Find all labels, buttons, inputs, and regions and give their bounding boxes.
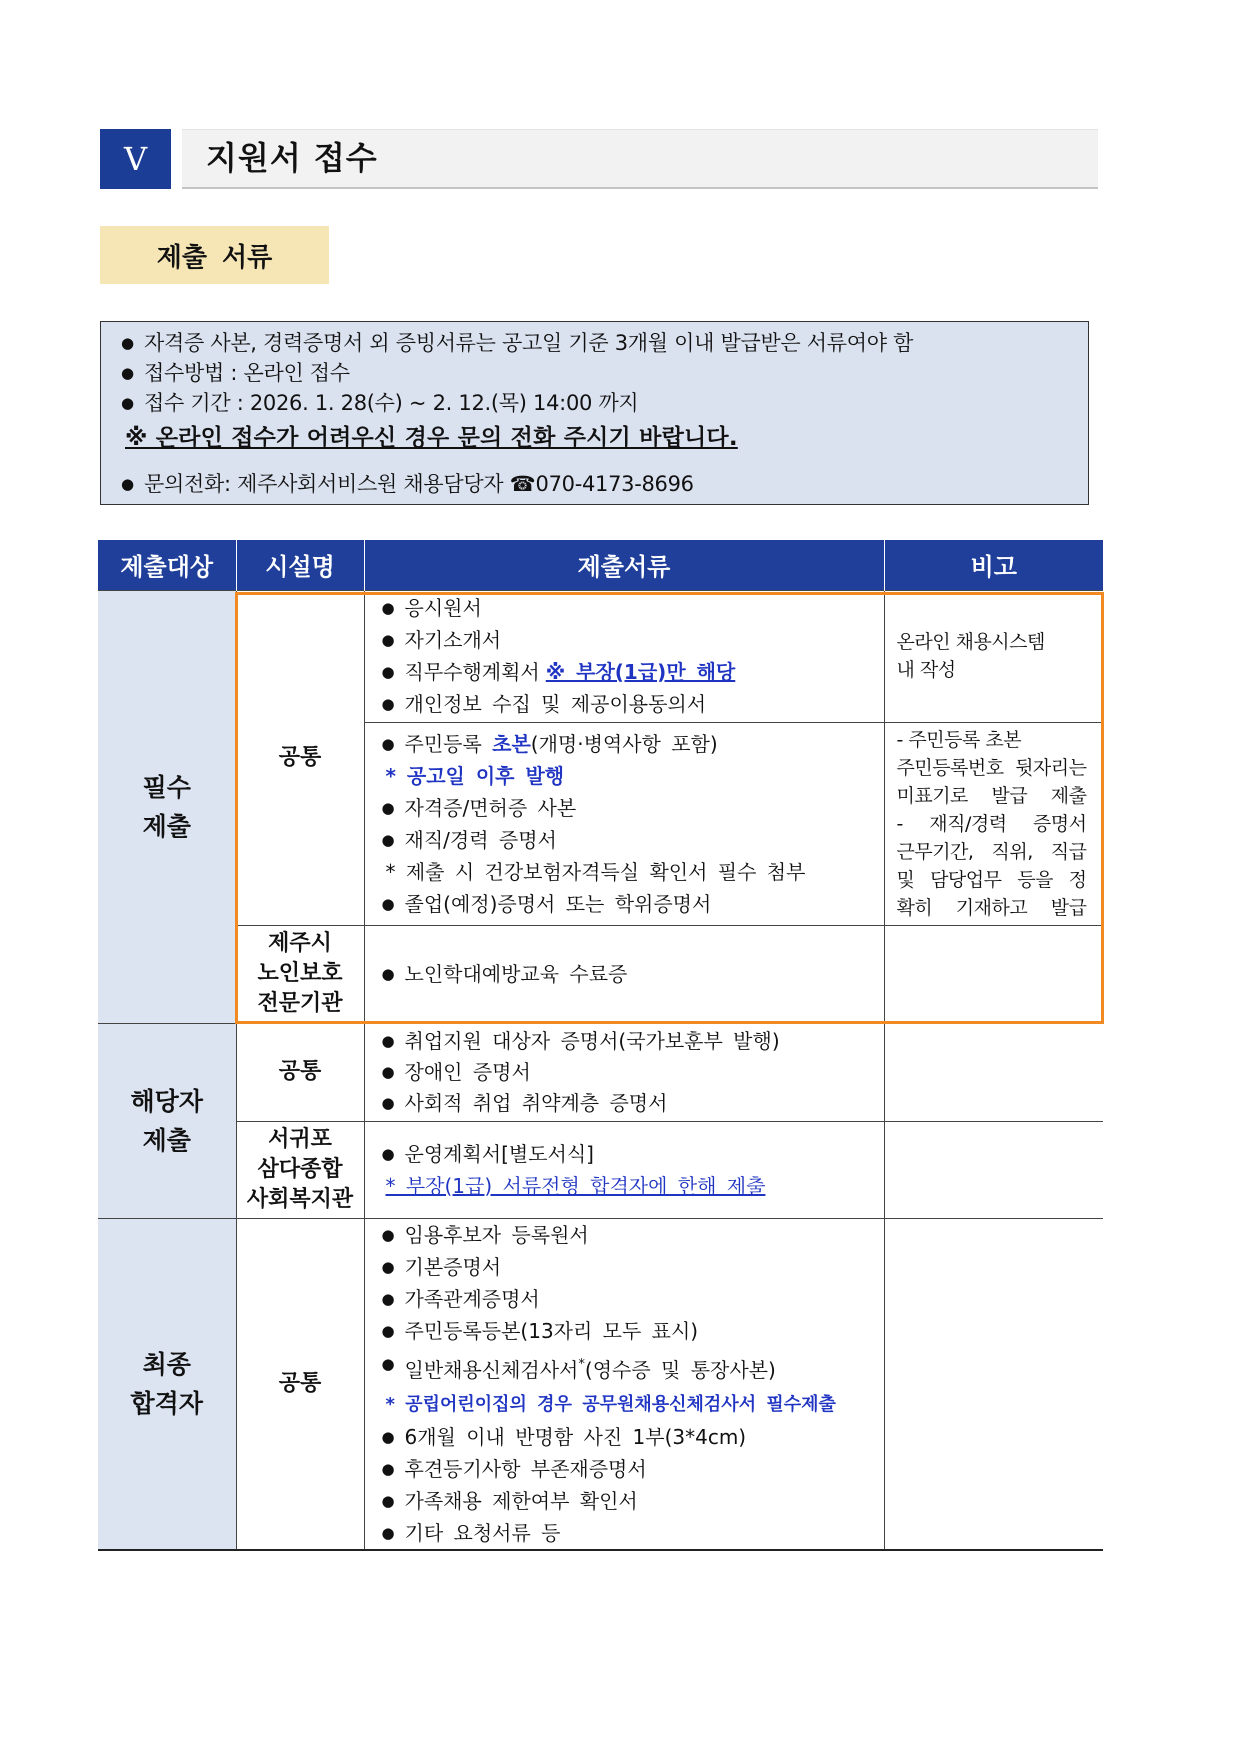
document-item [365, 728, 884, 760]
document-note: * 제출 시 건강보험자격득실 확인서 필수 첨부 [385, 859, 806, 884]
document-item [365, 1347, 884, 1388]
header-documents: 제출서류 [364, 540, 884, 590]
facility-elder-protection [236, 925, 364, 1023]
document-note: * 공고일 이후 발행 [385, 763, 565, 788]
facility-common [236, 590, 364, 925]
subheading-tab: 제출 서류 [100, 226, 329, 284]
facility-label: 전문기관 [257, 991, 343, 1016]
facility-label: 노인보호 [257, 961, 343, 986]
document-item: ● 재직/경력 증명서 [365, 824, 884, 856]
target-required [98, 590, 236, 1023]
target-label: 해당자 [130, 1086, 203, 1116]
document-note: ※ 부장(1급)만 해당 [545, 660, 736, 684]
document-label: (영수증 및 통장사본) [584, 1357, 776, 1382]
documents-cell [364, 722, 884, 925]
target-label: 합격자 [130, 1388, 203, 1418]
documents-cell [364, 1023, 884, 1121]
document-item: ● 자격증/면허증 사본 [365, 792, 884, 824]
table-row [98, 925, 1103, 1023]
facility-samda-welfare [236, 1121, 364, 1218]
document-item: ● 기본증명서 [365, 1251, 884, 1283]
documents-cell [364, 590, 884, 722]
remarks-line: 주민등록번호 뒷자리는 [896, 756, 1087, 779]
target-label: 제출 [142, 811, 191, 841]
document-item: ● 6개월 이내 반명함 사진 1부(3*4cm) [365, 1421, 884, 1453]
remarks-line: 온라인 채용시스템 [896, 631, 1045, 653]
remarks-line: 및 담당업무 등을 정 [896, 868, 1087, 891]
facility-label: 사회복지관 [246, 1186, 354, 1212]
remarks-line: 내 작성 [896, 659, 956, 681]
notice-contact: ● 문의전화: 제주사회서비스원 채용담당자 ☎070-4173-8696 [144, 469, 694, 499]
document-item: ● 응시원서 [365, 592, 884, 624]
notice-item: ● 접수 기간 : 2026. 1. 28(수) ~ 2. 12.(목) 14:00 까지 [144, 388, 638, 418]
document-note: * 공립어린이집의 경우 공무원채용신체검사서 필수제출 [385, 1393, 836, 1415]
document-item: ● 자기소개서 [365, 624, 884, 656]
target-final [98, 1218, 236, 1550]
section-title: 지원서 접수 [206, 139, 378, 177]
document-note-text: * 부장(1급) 서류전형 합격자에 한해 제출 [385, 1173, 766, 1198]
remarks-cell [884, 590, 1103, 722]
header-remarks: 비고 [884, 540, 1103, 590]
remarks-cell [884, 925, 1103, 1023]
document-label: 직무수행계획서 [404, 660, 540, 684]
target-label: 필수 [142, 772, 191, 802]
document-item: ● 사회적 취업 취약계층 증명서 [365, 1088, 884, 1119]
remarks-text [885, 726, 1104, 922]
facility-label: 삼다종합 [257, 1156, 343, 1182]
document-item: ● 기타 요청서류 등 [365, 1517, 884, 1549]
notice-item: ● 자격증 사본, 경력증명서 외 증빙서류는 공고일 기준 3개월 이내 발급받은 서류여야 함 [144, 328, 913, 358]
section-number: V [100, 129, 171, 189]
table-row [98, 590, 1103, 722]
remarks-line: - 재직/경력 증명서 [896, 812, 1087, 835]
table-row [98, 1023, 1103, 1121]
remarks-cell [884, 722, 1103, 925]
target-label: 최종 [142, 1349, 191, 1379]
document-highlight: 초본 [492, 731, 531, 756]
remarks-cell [884, 1121, 1103, 1218]
notice-warning: ※ 온라인 접수가 어려우신 경우 문의 전화 주시기 바랍니다. [125, 425, 738, 451]
document-item [365, 656, 884, 688]
footnote-mark: * [578, 1356, 585, 1372]
facility-label: 공통 [278, 1059, 322, 1084]
remarks-cell [884, 1218, 1103, 1550]
target-label: 제출 [142, 1125, 191, 1155]
document-item: ● 취업지원 대상자 증명서(국가보훈부 발행) [365, 1026, 884, 1057]
header-target: 제출대상 [98, 540, 236, 590]
table-header-row [98, 540, 1103, 590]
table-row [98, 1121, 1103, 1218]
document-label: 주민등록 [404, 731, 493, 756]
facility-label: 공통 [278, 1370, 322, 1396]
documents-cell [364, 1218, 884, 1550]
documents-table [98, 540, 1103, 1551]
remarks-cell [884, 1023, 1103, 1121]
table-row [98, 1218, 1103, 1550]
facility-label: 공통 [278, 744, 322, 770]
facility-label: 제주시 [268, 931, 332, 956]
remarks-line: 근무기간, 직위, 직급 [896, 840, 1087, 863]
notice-box [100, 321, 1089, 505]
target-applicable [98, 1023, 236, 1218]
document-item: ● 후견등기사항 부존재증명서 [365, 1453, 884, 1485]
facility-common [236, 1218, 364, 1550]
document-item: ● 개인정보 수집 및 제공이용동의서 [365, 688, 884, 720]
document-item: ● 임용후보자 등록원서 [365, 1219, 884, 1251]
document-label: 일반채용신체검사서 [404, 1357, 579, 1382]
remarks-line: 미표기로 발급 제출 [896, 784, 1087, 807]
facility-common [236, 1023, 364, 1121]
document-item: ● 주민등록등본(13자리 모두 표시) [365, 1315, 884, 1347]
notice-item: ● 접수방법 : 온라인 접수 [144, 358, 350, 388]
document-note [365, 1170, 884, 1202]
facility-label: 서귀포 [268, 1126, 332, 1152]
document-item: ● 가족관계증명서 [365, 1283, 884, 1315]
remarks-line: - 주민등록 초본 [896, 728, 1022, 751]
documents-cell [364, 925, 884, 1023]
header-facility: 시설명 [236, 540, 364, 590]
section-title-bar [182, 129, 1098, 189]
document-label: (개명·병역사항 포함) [530, 731, 718, 756]
document-item: ● 운영계획서[별도서식] [365, 1138, 884, 1170]
remarks-line: 확히 기재하고 발급 [896, 896, 1087, 919]
documents-cell [364, 1121, 884, 1218]
document-item: ● 장애인 증명서 [365, 1057, 884, 1088]
document-item: ● 졸업(예정)증명서 또는 학위증명서 [365, 888, 884, 920]
document-item: ● 노인학대예방교육 수료증 [365, 958, 884, 990]
remarks-text [885, 628, 1104, 684]
document-item: ● 가족채용 제한여부 확인서 [365, 1485, 884, 1517]
